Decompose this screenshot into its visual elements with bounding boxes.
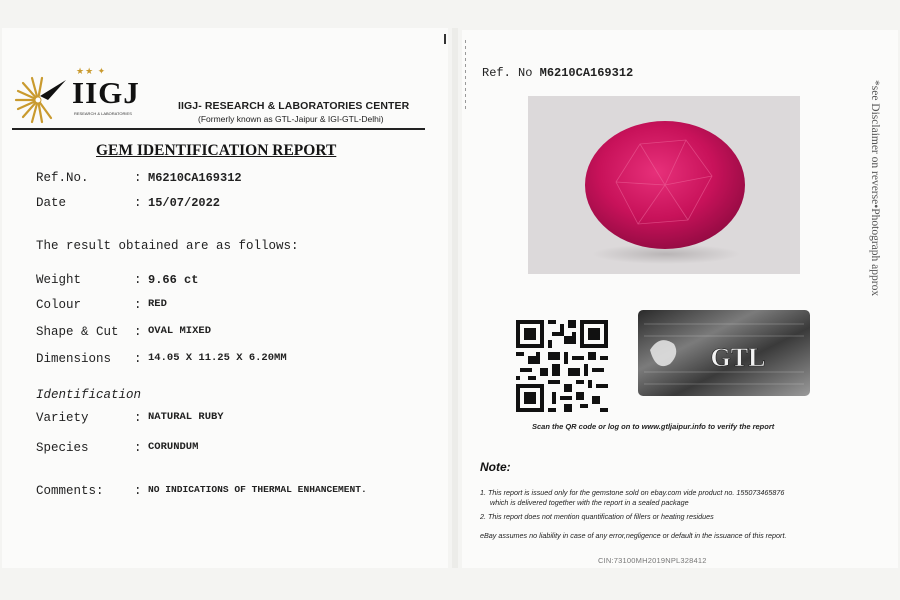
colon: : [134, 171, 142, 185]
vertical-disclaimer [867, 80, 883, 340]
logo-stars: ★★ ✦ [76, 66, 107, 76]
field-label: Dimensions [36, 352, 112, 366]
colon: : [134, 196, 142, 210]
date-value: 15/07/2022 [148, 196, 221, 210]
field-label: Species [36, 441, 89, 455]
ref-value: M6210CA169312 [148, 171, 242, 185]
note-1-line-a: 1. This report is issued only for the gemstone sold on ebay.com vide product no. 155073465876 [480, 488, 785, 497]
note-item-2: 2. This report does not mention quantification of fillers or heating residues [480, 512, 714, 521]
logo-wordmark: IIGJ [72, 75, 140, 110]
fold-mark [444, 34, 446, 44]
cin-number: CIN:73100MH2019NPL328412 [598, 556, 707, 565]
page-fold [452, 28, 458, 568]
note-item-3: eBay assumes no liability in case of any error,negligence or default in the issuance of this report. [480, 531, 787, 540]
field-value: 9.66 ct [148, 273, 199, 287]
note-1-line-b: which is delivered together with the report in a sealed package [490, 498, 689, 507]
header-divider [12, 128, 425, 130]
logo-subtext: RESEARCH & LABORATORIES [74, 111, 132, 116]
identification-heading: Identification [36, 388, 142, 402]
qr-code-icon [516, 320, 608, 412]
colon: : [134, 484, 142, 498]
ruby-gem-icon [528, 96, 800, 274]
report-title: GEM IDENTIFICATION REPORT [96, 142, 337, 159]
perforation-line [465, 40, 466, 110]
comments-value: NO INDICATIONS OF THERMAL ENHANCEMENT. [148, 484, 367, 495]
colon: : [134, 352, 142, 366]
vertical-disclaimer-text: *see Disclaimer on reverse•Photograph approx [869, 80, 881, 297]
colon: : [134, 298, 142, 312]
gemstone-photo [528, 96, 800, 274]
right-ref [482, 66, 633, 80]
comments-label: Comments: [36, 484, 104, 498]
colon: : [134, 273, 142, 287]
lab-formerly: (Formerly known as GTL-Jaipur & IGI-GTL-Delhi) [198, 114, 384, 124]
right-ref-label: Ref. No [482, 66, 533, 80]
hologram-text: GTL [710, 343, 766, 372]
right-ref-value: M6210CA169312 [539, 66, 634, 80]
colon: : [134, 411, 142, 425]
field-label: Variety [36, 411, 89, 425]
hologram-seal-icon [638, 310, 810, 396]
field-value: RED [148, 298, 167, 310]
field-value: NATURAL RUBY [148, 411, 224, 423]
field-label: Colour [36, 298, 82, 312]
scan-instruction: Scan the QR code or log on to www.gtljaipur.info to verify the report [532, 422, 775, 431]
date-label: Date [36, 196, 67, 210]
lab-name: IIGJ- RESEARCH & LABORATORIES CENTER [178, 100, 410, 112]
result-intro: The result obtained are as follows: [36, 239, 299, 253]
colon: : [134, 441, 142, 455]
field-label: Shape & Cut [36, 325, 119, 339]
field-value: CORUNDUM [148, 441, 199, 453]
note-heading: Note: [480, 460, 511, 474]
field-label: Weight [36, 273, 82, 287]
ref-label: Ref.No. [36, 171, 89, 185]
colon: : [134, 325, 142, 339]
field-value: 14.05 X 11.25 X 6.20MM [148, 352, 287, 364]
note-item-1 [480, 488, 880, 508]
field-value: OVAL MIXED [148, 325, 212, 337]
